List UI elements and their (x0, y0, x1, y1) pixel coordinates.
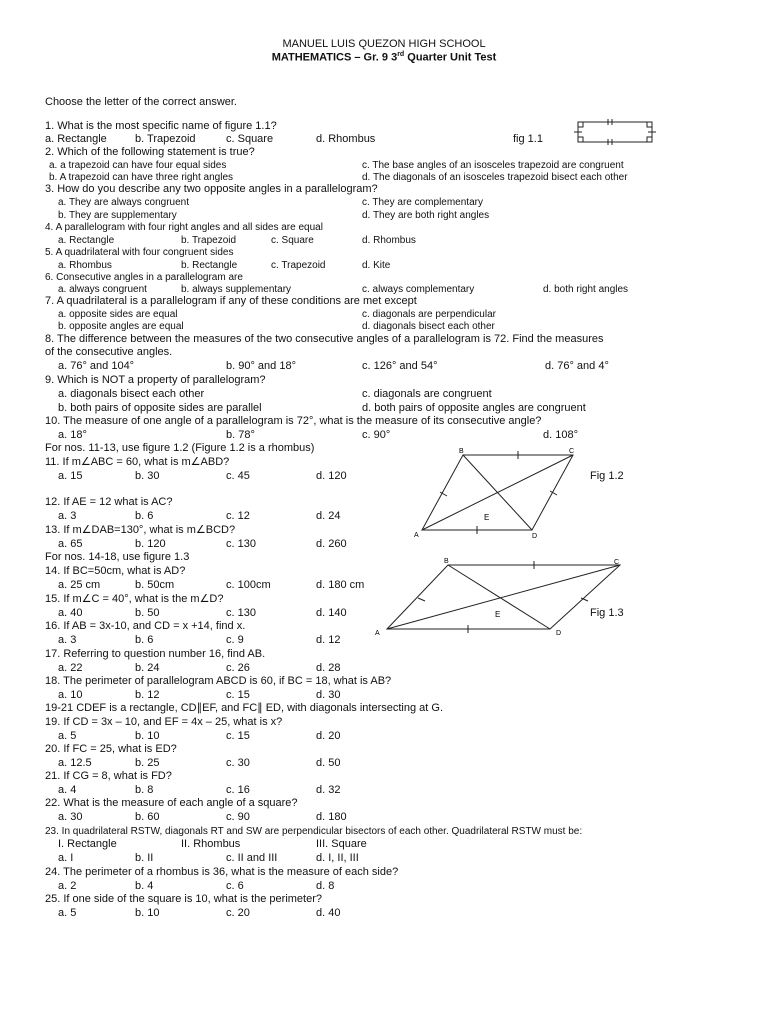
text-line: a. opposite sides are equal (58, 309, 178, 320)
text-line: b. 90° and 18° (226, 360, 296, 372)
text-line: 24. The perimeter of a rhombus is 36, what is the measure of each side? (45, 866, 399, 878)
text-line: d. 12 (316, 634, 341, 646)
text-line: a. 5 (58, 907, 77, 919)
fig13-center-e: E (495, 610, 501, 619)
text-line: d. 180 cm (316, 579, 365, 591)
figure-1-3-parallelogram (370, 558, 630, 638)
text-line: 9. Which is NOT a property of parallelogram? (45, 374, 266, 386)
text-line: For nos. 11-13, use figure 1.2 (Figure 1.2 is a rhombus) (45, 442, 315, 454)
text-line: d. 180 (316, 811, 347, 823)
text-line: a. 15 (58, 470, 83, 482)
text-line: b. A trapezoid can have three right angles (49, 172, 234, 183)
text-line: 1. What is the most specific name of figure 1.1? (45, 120, 277, 132)
text-line: a. 22 (58, 662, 83, 674)
text-line: b. 120 (135, 538, 166, 550)
text-line: a. 2 (58, 880, 77, 892)
text-line: d. both right angles (543, 284, 629, 295)
text-line: c. 126° and 54° (362, 360, 438, 372)
text-line: 25. If one side of the square is 10, what is the perimeter? (45, 893, 322, 905)
text-line: a. Rhombus (58, 260, 112, 271)
text-line: a. 18° (58, 429, 87, 441)
text-line: b. Rectangle (181, 260, 238, 271)
text-line: d. 260 (316, 538, 347, 550)
text-line: 23. In quadrilateral RSTW, diagonals RT and SW are perpendicular bisectors of each other. Quadrilateral RSTW must be: (45, 826, 583, 837)
fig13-vertex-c: C (614, 559, 620, 566)
text-line: a. Rectangle (45, 133, 107, 145)
text-line: a. 65 (58, 538, 83, 550)
text-line: c. diagonals are perpendicular (362, 309, 496, 320)
text-line: d. 30 (316, 689, 341, 701)
fig12-vertex-b: B (459, 448, 464, 455)
text-line: b. 6 (135, 634, 154, 646)
fig-1-2-label: Fig 1.2 (590, 470, 624, 482)
text-line: III. Square (316, 838, 367, 850)
text-line: c. 30 (226, 757, 250, 769)
fig-1-3-label: Fig 1.3 (590, 607, 624, 619)
text-line: d. 108° (543, 429, 578, 441)
text-line: 15. If m∠C = 40°, what is the m∠D? (45, 593, 224, 605)
text-line: b. 50cm (135, 579, 175, 591)
school-name: MANUEL LUIS QUEZON HIGH SCHOOL (282, 38, 486, 50)
text-line: a. 3 (58, 510, 77, 522)
text-line: 14. If BC=50cm, what is AD? (45, 565, 186, 577)
text-line: b. 50 (135, 607, 160, 619)
text-line: d. Rhombus (316, 133, 376, 145)
text-line: c. They are complementary (362, 197, 483, 208)
text-line: c. 20 (226, 907, 250, 919)
text-line: c. always complementary (362, 284, 475, 295)
figure-1-2-rhombus (410, 446, 630, 541)
text-line: 8. The difference between the measures of the two consecutive angles of a parallelogram is 72. Find the measures (45, 333, 604, 345)
text-line: b. Trapezoid (181, 235, 237, 246)
text-line: b. Trapezoid (135, 133, 196, 145)
fig13-vertex-d: D (556, 630, 562, 637)
text-line: 19. If CD = 3x – 10, and EF = 4x – 25, what is x? (45, 716, 283, 728)
text-line: b. 8 (135, 784, 154, 796)
text-line: c. 90 (226, 811, 250, 823)
text-line: 13. If m∠DAB=130°, what is m∠BCD? (45, 524, 236, 536)
text-line: c. 90° (362, 429, 391, 441)
text-line: b. 25 (135, 757, 160, 769)
text-line: c. The base angles of an isosceles trapezoid are congruent (362, 160, 624, 171)
text-line: d. 32 (316, 784, 341, 796)
text-line: d. 50 (316, 757, 341, 769)
text-line: a. always congruent (58, 284, 147, 295)
text-line: d. 76° and 4° (545, 360, 609, 372)
text-line: fig 1.1 (513, 133, 543, 145)
text-line: a. diagonals bisect each other (58, 388, 205, 400)
fig13-vertex-b: B (444, 558, 449, 565)
text-line: c. Trapezoid (271, 260, 326, 271)
text-line: c. Square (271, 235, 314, 246)
text-line: d. 8 (316, 880, 335, 892)
text-line: a. 10 (58, 689, 83, 701)
text-line: c. 15 (226, 730, 250, 742)
text-line: c. 15 (226, 689, 250, 701)
text-line: b. both pairs of opposite sides are parallel (58, 402, 262, 414)
text-line: d. The diagonals of an isosceles trapezoid bisect each other (362, 172, 628, 183)
text-line: c. 45 (226, 470, 250, 482)
text-line: b. 24 (135, 662, 160, 674)
text-line: b. always supplementary (181, 284, 292, 295)
text-line: c. 6 (226, 880, 244, 892)
fig12-vertex-d: D (532, 533, 538, 540)
text-line: 12. If AE = 12 what is AC? (45, 496, 173, 508)
text-line: a. 3 (58, 634, 77, 646)
text-line: 3. How do you describe any two opposite angles in a parallelogram? (45, 183, 378, 195)
text-line: 4. A parallelogram with four right angles and all sides are equal (45, 222, 323, 233)
text-line: II. Rhombus (181, 838, 241, 850)
text-line: c. 16 (226, 784, 250, 796)
text-line: b. 10 (135, 730, 160, 742)
text-line: b. 12 (135, 689, 160, 701)
text-line: 21. If CG = 8, what is FD? (45, 770, 172, 782)
fig12-center-e: E (484, 513, 490, 522)
text-line: c. 26 (226, 662, 250, 674)
text-line: 17. Referring to question number 16, find AB. (45, 648, 266, 660)
text-line: a. 25 cm (58, 579, 101, 591)
text-line: c. 9 (226, 634, 244, 646)
text-line: b. 10 (135, 907, 160, 919)
text-line: a. Rectangle (58, 235, 115, 246)
text-line: a. 4 (58, 784, 77, 796)
text-line: 6. Consecutive angles in a parallelogram are (45, 272, 243, 283)
text-line: a. 40 (58, 607, 83, 619)
text-line: I. Rectangle (58, 838, 117, 850)
text-line: of the consecutive angles. (45, 346, 173, 358)
instructions: Choose the letter of the correct answer. (45, 96, 237, 108)
text-line: b. 60 (135, 811, 160, 823)
text-line: a. 76° and 104° (58, 360, 135, 372)
fig13-vertex-a: A (375, 630, 380, 637)
text-line: a. They are always congruent (58, 197, 190, 208)
fig12-vertex-a: A (414, 532, 419, 539)
text-line: b. 6 (135, 510, 154, 522)
text-line: 20. If FC = 25, what is ED? (45, 743, 177, 755)
text-line: 5. A quadrilateral with four congruent sides (45, 247, 234, 258)
text-line: d. 28 (316, 662, 341, 674)
text-line: d. 140 (316, 607, 347, 619)
text-line: 22. What is the measure of each angle of a square? (45, 797, 298, 809)
text-line: For nos. 14-18, use figure 1.3 (45, 551, 190, 563)
text-line: 10. The measure of one angle of a parallelogram is 72°, what is the measure of its consecutive angle? (45, 415, 542, 427)
text-line: d. They are both right angles (362, 210, 490, 221)
text-line: b. 30 (135, 470, 160, 482)
fig12-vertex-c: C (569, 448, 575, 455)
text-line: c. diagonals are congruent (362, 388, 492, 400)
text-line: b. II (135, 852, 154, 864)
text-line: a. a trapezoid can have four equal sides (49, 160, 227, 171)
text-line: a. I (58, 852, 74, 864)
figure-1-1 (570, 118, 660, 146)
text-line: b. They are supplementary (58, 210, 177, 221)
text-line: c. II and III (226, 852, 278, 864)
text-line: b. 78° (226, 429, 255, 441)
text-line: d. I, II, III (316, 852, 359, 864)
text-line: 19-21 CDEF is a rectangle, CD∥EF, and FC∥ ED, with diagonals intersecting at G. (45, 702, 444, 714)
text-line: c. 12 (226, 510, 250, 522)
text-line: d. 40 (316, 907, 341, 919)
text-line: d. Rhombus (362, 235, 416, 246)
text-line: d. both pairs of opposite angles are congruent (362, 402, 586, 414)
text-line: a. 12.5 (58, 757, 92, 769)
text-line: c. Square (226, 133, 274, 145)
text-line: b. 4 (135, 880, 154, 892)
text-line: c. 130 (226, 538, 256, 550)
text-line: 2. Which of the following statement is true? (45, 146, 255, 158)
test-title: MATHEMATICS – Gr. 9 3rd Quarter Unit Test (271, 51, 497, 64)
text-line: 11. If m∠ABC = 60, what is m∠ABD? (45, 456, 230, 468)
text-line: d. diagonals bisect each other (362, 321, 495, 332)
text-line: d. 20 (316, 730, 341, 742)
text-line: a. 30 (58, 811, 83, 823)
text-line: 16. If AB = 3x-10, and CD = x +14, find x. (45, 620, 246, 632)
text-line: c. 100cm (226, 579, 271, 591)
text-line: c. 130 (226, 607, 256, 619)
text-line: d. 120 (316, 470, 347, 482)
text-line: 18. The perimeter of parallelogram ABCD is 60, if BC = 18, what is AB? (45, 675, 392, 687)
text-line: d. Kite (362, 260, 391, 271)
text-line: a. 5 (58, 730, 77, 742)
text-line: b. opposite angles are equal (58, 321, 184, 332)
text-line: d. 24 (316, 510, 341, 522)
text-line: 7. A quadrilateral is a parallelogram if any of these conditions are met except (45, 295, 417, 307)
